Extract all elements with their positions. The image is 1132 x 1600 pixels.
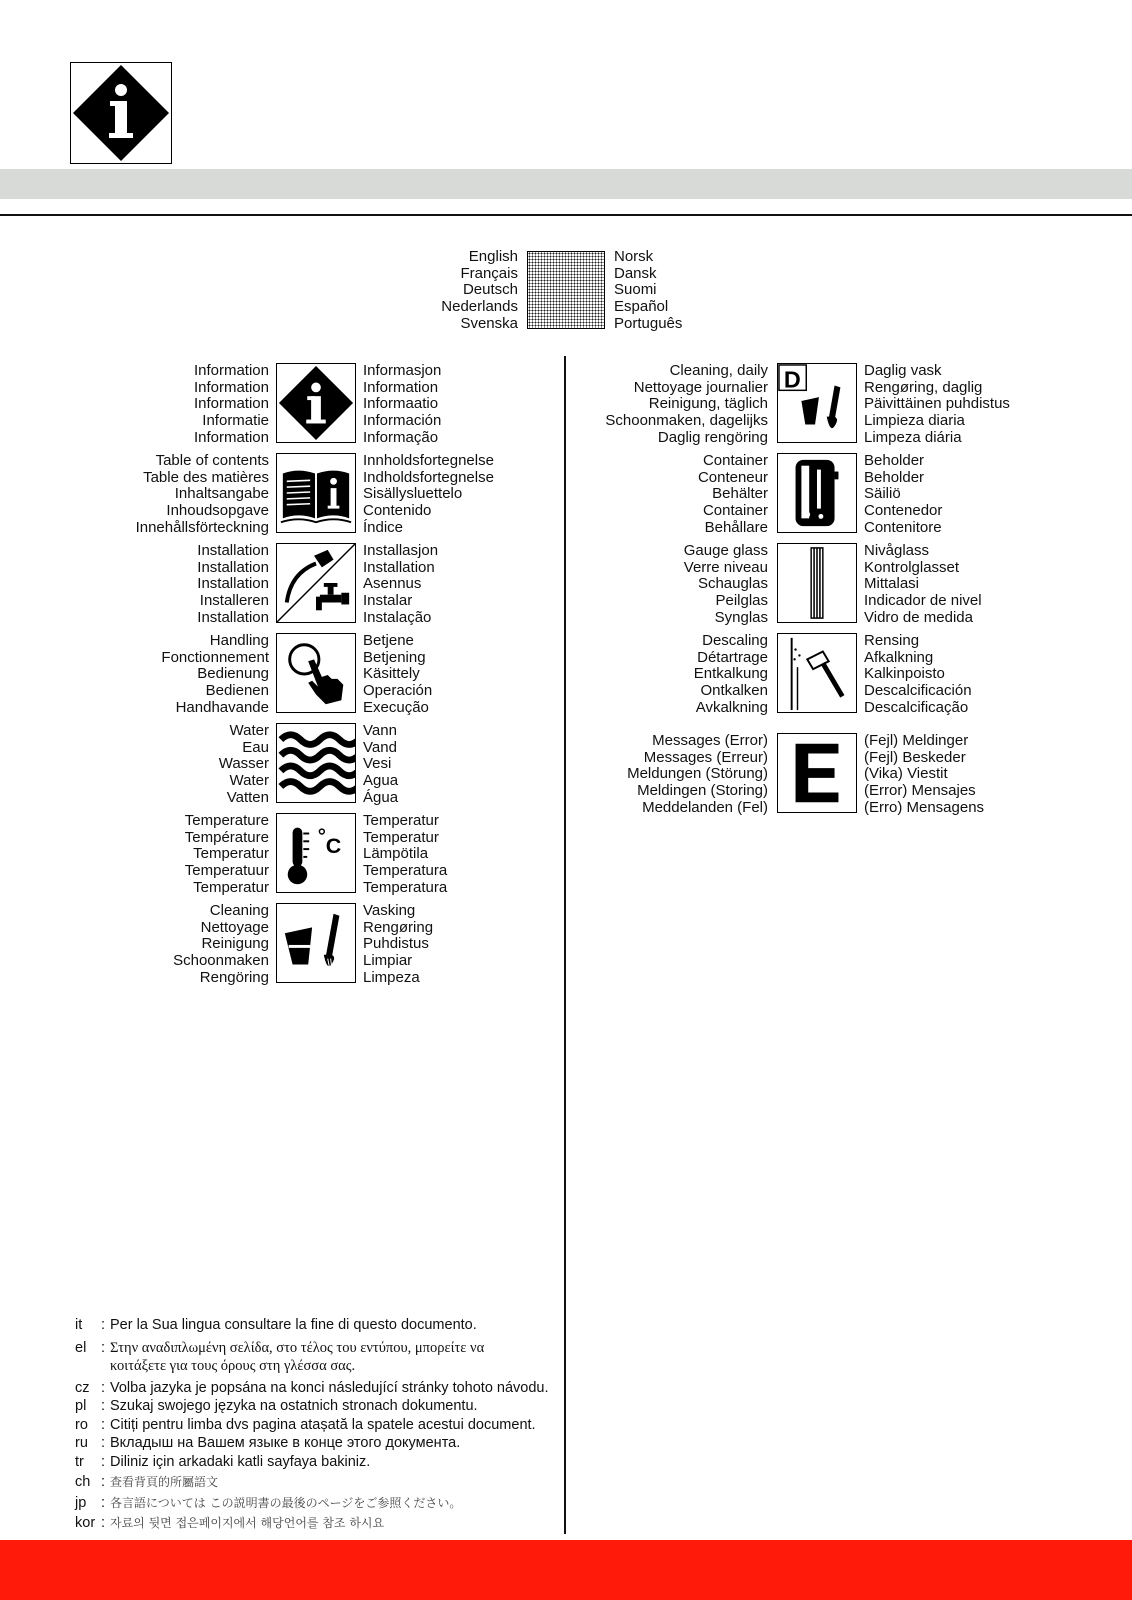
note-code: ro xyxy=(75,1416,88,1433)
symbol-labels-right xyxy=(864,543,982,627)
symbol-label: Nettoyage xyxy=(200,918,269,936)
symbol-label: Peilglas xyxy=(715,592,768,610)
symbol-label: Päivittäinen puhdistus xyxy=(864,395,1010,413)
note-row: ch : 查看背頁的所屬語文 xyxy=(75,1474,219,1490)
symbol-label: Beholder xyxy=(864,468,925,486)
note-text: Στην αναδιπλωμένη σελίδα, στο τέλος του εντύπου, μπορείτε να xyxy=(110,1339,485,1356)
symbol-label: Sisällysluettelo xyxy=(363,485,463,503)
symbol-label: Säiliö xyxy=(864,485,901,503)
note-code: ch xyxy=(75,1474,91,1490)
note-row: pl : Szukaj swojego języka na ostatnich stronach dokumentu. xyxy=(75,1398,478,1414)
symbol-label: Eau xyxy=(242,738,269,756)
symbol-label: Installasjon xyxy=(363,542,439,559)
symbol-label: Kalkinpoisto xyxy=(864,665,945,683)
symbol-label: Temperature xyxy=(184,812,269,829)
symbol-label: Betjene xyxy=(363,632,414,649)
symbol-label: Behälter xyxy=(712,485,768,503)
symbol-block-thermometer xyxy=(0,812,1132,896)
legend-lang: Português xyxy=(614,314,683,332)
cleaning-brush-icon xyxy=(276,903,356,983)
note-row xyxy=(75,1357,549,1376)
daily-cleaning-icon xyxy=(777,363,857,443)
note-row: cz : Volba jazyka je popsána na konci následující stránky tohoto návodu. xyxy=(75,1379,549,1396)
note-code: cz xyxy=(75,1379,90,1396)
legend-lang: Svenska xyxy=(460,314,518,332)
symbol-label: Contenido xyxy=(363,502,432,520)
symbol-label: Avkalkning xyxy=(695,698,768,716)
symbol-label: Informatie xyxy=(202,412,269,430)
symbol-label: Nivåglass xyxy=(864,542,930,559)
symbol-labels-left xyxy=(0,903,269,987)
symbol-label: Température xyxy=(184,828,269,846)
symbol-label: Information xyxy=(193,395,269,413)
legend-right-languages xyxy=(614,249,682,333)
symbol-label: Entkalkung xyxy=(693,665,768,683)
symbol-label: Indholdsfortegnelse xyxy=(363,468,494,486)
symbol-label: Water xyxy=(229,772,269,790)
symbol-label: Temperatur xyxy=(193,845,269,863)
symbol-block-error-e xyxy=(0,732,1132,816)
symbol-label: Vann xyxy=(363,722,397,739)
symbol-label: Execução xyxy=(363,698,429,716)
container-icon xyxy=(777,453,857,533)
symbol-label: Afkalkning xyxy=(864,648,934,666)
thermometer-icon xyxy=(276,813,356,893)
symbol-block-cleaning-brush xyxy=(0,902,1132,986)
symbol-label: Wasser xyxy=(218,755,269,773)
note-text: 查看背頁的所屬語文 xyxy=(110,1475,219,1489)
symbol-label: Information xyxy=(193,428,269,446)
symbol-label: Instalar xyxy=(363,592,413,610)
symbol-label: Lämpötila xyxy=(363,845,429,863)
symbol-label: Ontkalken xyxy=(700,682,768,700)
language-notes xyxy=(75,1316,549,1533)
symbol-label: Vasking xyxy=(363,902,416,919)
symbol-label: Água xyxy=(363,788,399,806)
symbol-label: Limpeza xyxy=(363,968,420,986)
symbol-label: Rengöring xyxy=(199,968,269,986)
note-row: it : Per la Sua lingua consultare la fine di questo documento. xyxy=(75,1317,477,1333)
symbol-label: Installation xyxy=(197,575,269,593)
symbol-label: Temperatur xyxy=(193,878,269,896)
symbol-label: Índice xyxy=(363,518,404,536)
symbol-label: Installeren xyxy=(199,592,269,610)
note-code: it xyxy=(75,1317,83,1333)
note-row: el : Στην αναδιπλωμένη σελίδα, στο τέλος του εντύπου, μπορείτε να xyxy=(75,1339,485,1356)
symbol-label: Vatten xyxy=(226,788,269,806)
symbol-label: Meddelanden (Fel) xyxy=(642,798,768,816)
symbol-label: Informasjon xyxy=(363,362,442,379)
info-diamond-icon xyxy=(70,62,172,164)
symbol-label: Fonctionnement xyxy=(161,648,269,666)
symbol-label: Innholdsfortegnelse xyxy=(363,452,494,469)
note-text: 各言語については この説明書の最後のページをご参照ください。 xyxy=(110,1495,462,1510)
symbol-label: Bedienung xyxy=(197,665,269,683)
legend-lang: Dansk xyxy=(614,264,657,282)
note-row: kor : 자료의 뒷면 접은페이지에서 해당언어를 참조 하시요 xyxy=(75,1515,385,1531)
symbol-label: Rensing xyxy=(864,632,920,649)
symbol-label: Innehållsförteckning xyxy=(135,518,269,536)
symbol-labels-right xyxy=(864,453,942,537)
symbol-label: Inhoudsopgave xyxy=(166,502,269,520)
symbol-labels-left xyxy=(0,733,768,817)
symbol-label: Vand xyxy=(363,738,397,756)
symbol-labels-left xyxy=(0,543,768,627)
symbol-label: Temperatur xyxy=(363,812,439,829)
symbol-label: Information xyxy=(193,378,269,396)
note-code: ru xyxy=(75,1435,88,1451)
symbol-label: Information xyxy=(363,378,439,396)
symbol-block-container xyxy=(0,452,1132,536)
symbol-label: Conteneur xyxy=(697,468,768,486)
svg-text:C: C xyxy=(325,834,342,858)
symbol-label: Inhaltsangabe xyxy=(174,485,269,503)
symbol-label: Descaling xyxy=(702,632,768,649)
symbol-labels-left xyxy=(0,363,768,447)
symbol-label: Behållare xyxy=(704,518,768,536)
footer-red-band xyxy=(0,1540,1132,1600)
legend-pattern-swatch xyxy=(527,251,605,329)
symbol-label: Container xyxy=(702,452,768,469)
symbol-label: Installation xyxy=(197,608,269,626)
symbol-label: Instalação xyxy=(363,608,432,626)
symbol-label: Cleaning, daily xyxy=(669,362,768,379)
symbol-label: Messages (Error) xyxy=(652,732,768,749)
symbol-block-gauge-glass xyxy=(0,542,1132,626)
symbol-label: Meldungen (Störung) xyxy=(627,765,768,783)
symbol-labels-right xyxy=(864,363,1010,447)
legend-lang: Nederlands xyxy=(441,298,518,316)
note-text: Diliniz için arkadaki katli sayfaya bakiniz. xyxy=(110,1453,371,1470)
symbol-label: Limpiar xyxy=(363,952,413,970)
symbol-label: Reinigung, täglich xyxy=(648,395,768,413)
note-text: Szukaj swojego języka na ostatnich stronach dokumentu. xyxy=(110,1398,478,1414)
symbol-label: Informação xyxy=(363,428,439,446)
symbol-label: Indicador de nivel xyxy=(864,592,982,610)
symbol-label: Verre niveau xyxy=(683,558,768,576)
note-row: ru : Вкладыш на Вашем языке в конце этого документа. xyxy=(75,1435,461,1451)
symbol-block-descaling-hammer xyxy=(0,632,1132,716)
symbol-label: Temperatura xyxy=(363,862,448,880)
symbol-labels-right xyxy=(864,633,972,717)
descaling-hammer-icon xyxy=(777,633,857,713)
svg-text:D: D xyxy=(783,366,801,393)
symbol-label: Table of contents xyxy=(155,452,269,469)
error-e-icon xyxy=(777,733,857,813)
gauge-glass-icon xyxy=(777,543,857,623)
symbol-label: Daglig rengöring xyxy=(657,428,768,446)
symbol-label: Vesi xyxy=(363,755,392,773)
symbol-label: Temperatuur xyxy=(184,862,269,880)
symbol-label: Limpeza diária xyxy=(864,428,962,446)
symbol-label: Asennus xyxy=(363,575,422,593)
symbol-label: Información xyxy=(363,412,442,430)
symbol-label: Container xyxy=(702,502,768,520)
symbol-label: Table des matières xyxy=(143,468,269,486)
symbol-label: Reinigung xyxy=(201,935,269,953)
note-code: kor xyxy=(75,1515,96,1531)
symbol-label: Limpieza diaria xyxy=(864,412,965,430)
symbol-label: Puhdistus xyxy=(363,935,429,953)
symbol-label: Meldingen (Storing) xyxy=(637,782,768,800)
symbol-label: Handling xyxy=(209,632,269,649)
header-rule xyxy=(0,214,1132,216)
note-row: tr : Diliniz için arkadaki katli sayfaya bakiniz. xyxy=(75,1453,371,1470)
symbol-labels-right xyxy=(363,903,433,987)
symbol-label: Rengøring xyxy=(363,918,434,936)
legend-left-languages xyxy=(441,249,518,333)
legend-lang: Norsk xyxy=(614,248,654,265)
symbol-label: Agua xyxy=(363,772,399,790)
symbol-labels-right xyxy=(363,813,447,897)
symbol-label: Betjening xyxy=(363,648,426,666)
symbol-label: Contenedor xyxy=(864,502,943,520)
symbol-label: Cleaning xyxy=(209,902,269,919)
symbol-label: Handhavande xyxy=(175,698,269,716)
symbol-label: Temperatura xyxy=(363,878,448,896)
symbol-block-daily-cleaning xyxy=(0,362,1132,446)
symbol-label: Operación xyxy=(363,682,433,700)
symbol-label: (Vika) Viestit xyxy=(864,765,948,783)
header-gray-band xyxy=(0,169,1132,199)
symbol-label: Descalcificación xyxy=(864,682,972,700)
symbol-label: Installation xyxy=(197,558,269,576)
symbol-label: (Erro) Mensagens xyxy=(864,798,985,816)
symbol-label: (Fejl) Beskeder xyxy=(864,748,966,766)
note-row: jp : 各言語については この説明書の最後のページをご参照ください。 xyxy=(75,1494,462,1511)
note-row: ro : Citiți pentru limba dvs pagina atașată la spatele acestui document. xyxy=(75,1416,536,1433)
symbol-label: Schoonmaken, dagelijks xyxy=(605,412,768,430)
symbol-label: Nettoyage journalier xyxy=(633,378,768,396)
note-code: tr xyxy=(75,1453,84,1470)
symbol-label: Mittalasi xyxy=(864,575,920,593)
symbol-label: Messages (Erreur) xyxy=(643,748,768,766)
symbol-label: Bedienen xyxy=(205,682,269,700)
symbol-label: Descalcificação xyxy=(864,698,969,716)
symbol-label: Gauge glass xyxy=(683,542,768,559)
symbol-label: Schauglas xyxy=(697,575,768,593)
symbol-label: Temperatur xyxy=(363,828,439,846)
symbol-label: Water xyxy=(229,722,269,739)
note-text: Per la Sua lingua consultare la fine di questo documento. xyxy=(110,1317,477,1333)
note-code: el xyxy=(75,1339,87,1356)
symbol-label: Synglas xyxy=(714,608,768,626)
note-text: Вкладыш на Вашем языке в конце этого документа. xyxy=(110,1435,461,1451)
note-code: pl xyxy=(75,1398,87,1414)
legend-lang: Suomi xyxy=(614,281,657,299)
symbol-label: Daglig vask xyxy=(864,362,942,379)
symbol-label: Détartrage xyxy=(697,648,768,666)
symbol-label: Informaatio xyxy=(363,395,439,413)
symbol-labels-right xyxy=(864,733,984,817)
symbol-labels-left xyxy=(0,813,269,897)
legend-lang: Español xyxy=(614,298,669,316)
symbol-label: Vidro de medida xyxy=(864,608,973,626)
note-code: jp xyxy=(75,1494,87,1511)
symbol-label: Rengøring, daglig xyxy=(864,378,983,396)
symbol-label: Installation xyxy=(197,542,269,559)
symbol-label: Schoonmaken xyxy=(173,952,269,970)
legend-lang: Deutsch xyxy=(462,281,518,299)
symbol-label: Information xyxy=(193,362,269,379)
symbol-label: Contenitore xyxy=(864,518,942,536)
legend-lang: Français xyxy=(460,264,518,282)
note-text: Volba jazyka je popsána na konci následující stránky tohoto návodu. xyxy=(110,1379,549,1396)
symbol-labels-left xyxy=(0,633,768,717)
note-text-continued: κοιτάξετε για τους όρους στη γλέσσα σας. xyxy=(110,1358,356,1374)
symbol-label: Kontrolglasset xyxy=(864,558,960,576)
note-text: 자료의 뒷면 접은페이지에서 해당언어를 참조 하시요 xyxy=(110,1516,385,1530)
note-text: Citiți pentru limba dvs pagina atașată la spatele acestui document. xyxy=(110,1416,536,1433)
symbol-label: Installation xyxy=(363,558,435,576)
symbol-label: Käsittely xyxy=(363,665,420,683)
symbol-labels-left xyxy=(0,453,768,537)
symbol-label: (Fejl) Meldinger xyxy=(864,732,969,749)
legend-lang: English xyxy=(468,248,518,265)
symbol-label: Beholder xyxy=(864,452,925,469)
symbol-label: (Error) Mensajes xyxy=(864,782,976,800)
